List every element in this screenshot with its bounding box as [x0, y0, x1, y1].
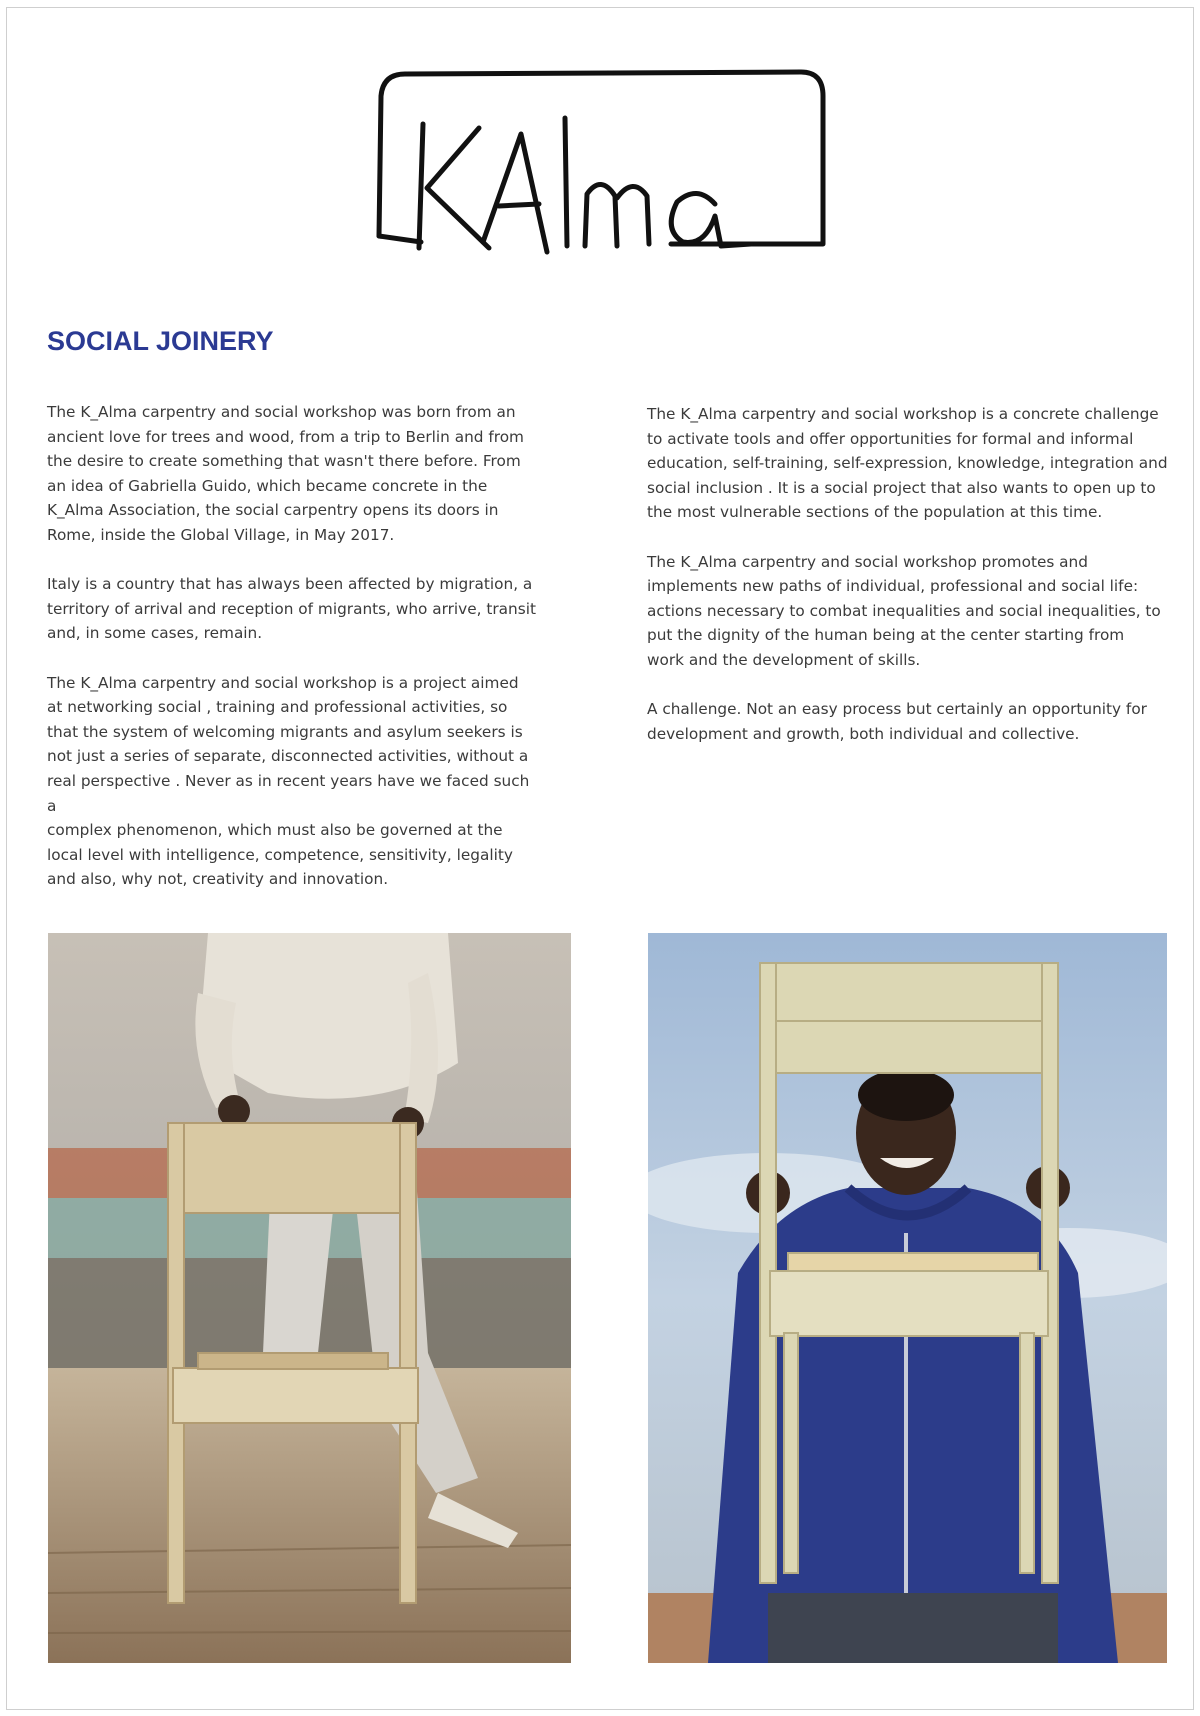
photo-man-holding-chair	[648, 933, 1167, 1663]
photo-man-behind-chair	[48, 933, 571, 1663]
page-title: SOCIAL JOINERY	[47, 326, 274, 356]
right-paragraph-1: The K_Alma carpentry and social workshop is a concrete challenge to activate tools and offer opportunities for formal and informal education, self-training, self-expression, knowledge, integration and social inclusion . It is a social project that also wants to open up to the most vulnerable sections of the population at this time.	[647, 405, 1168, 522]
left-text-column	[47, 400, 539, 916]
document-page	[6, 7, 1194, 1710]
right-paragraph-3: A challenge. Not an easy process but certainly an opportunity for development and growth, both individual and collective.	[647, 700, 1147, 743]
left-paragraph-1: The K_Alma carpentry and social workshop was born from an ancient love for trees and wood, from a trip to Berlin and from the desire to create something that wasn't there before. From an idea of Gabriella Guido, which became concrete in the K_Alma Association, the social carpentry opens its doors in Rome, inside the Global Village, in May 2017.	[47, 403, 524, 544]
kalma-logo-drawing	[371, 66, 841, 276]
left-paragraph-3: The K_Alma carpentry and social workshop is a project aimed at networking social , training and professional activities, so that the system of welcoming migrants and asylum seekers is not just a series of separate, disconnected activities, without a real perspective . Never as in recent years have we faced such a complex phenomenon, which must also be governed at the local level with intelligence, competence, sensitivity, legality and also, why not, creativity and innovation.	[47, 673, 530, 889]
right-paragraph-2: The K_Alma carpentry and social workshop promotes and implements new paths of individual, professional and social life: actions necessary to combat inequalities and social inequalities, to put the dignity of the human being at the center starting from work and the development of skills.	[647, 552, 1161, 669]
left-paragraph-2: Italy is a country that has always been affected by migration, a territory of arrival and reception of migrants, who arrive, transit and, in some cases, remain.	[47, 575, 536, 643]
right-text-column	[647, 402, 1177, 771]
kalma-logo	[371, 66, 841, 276]
